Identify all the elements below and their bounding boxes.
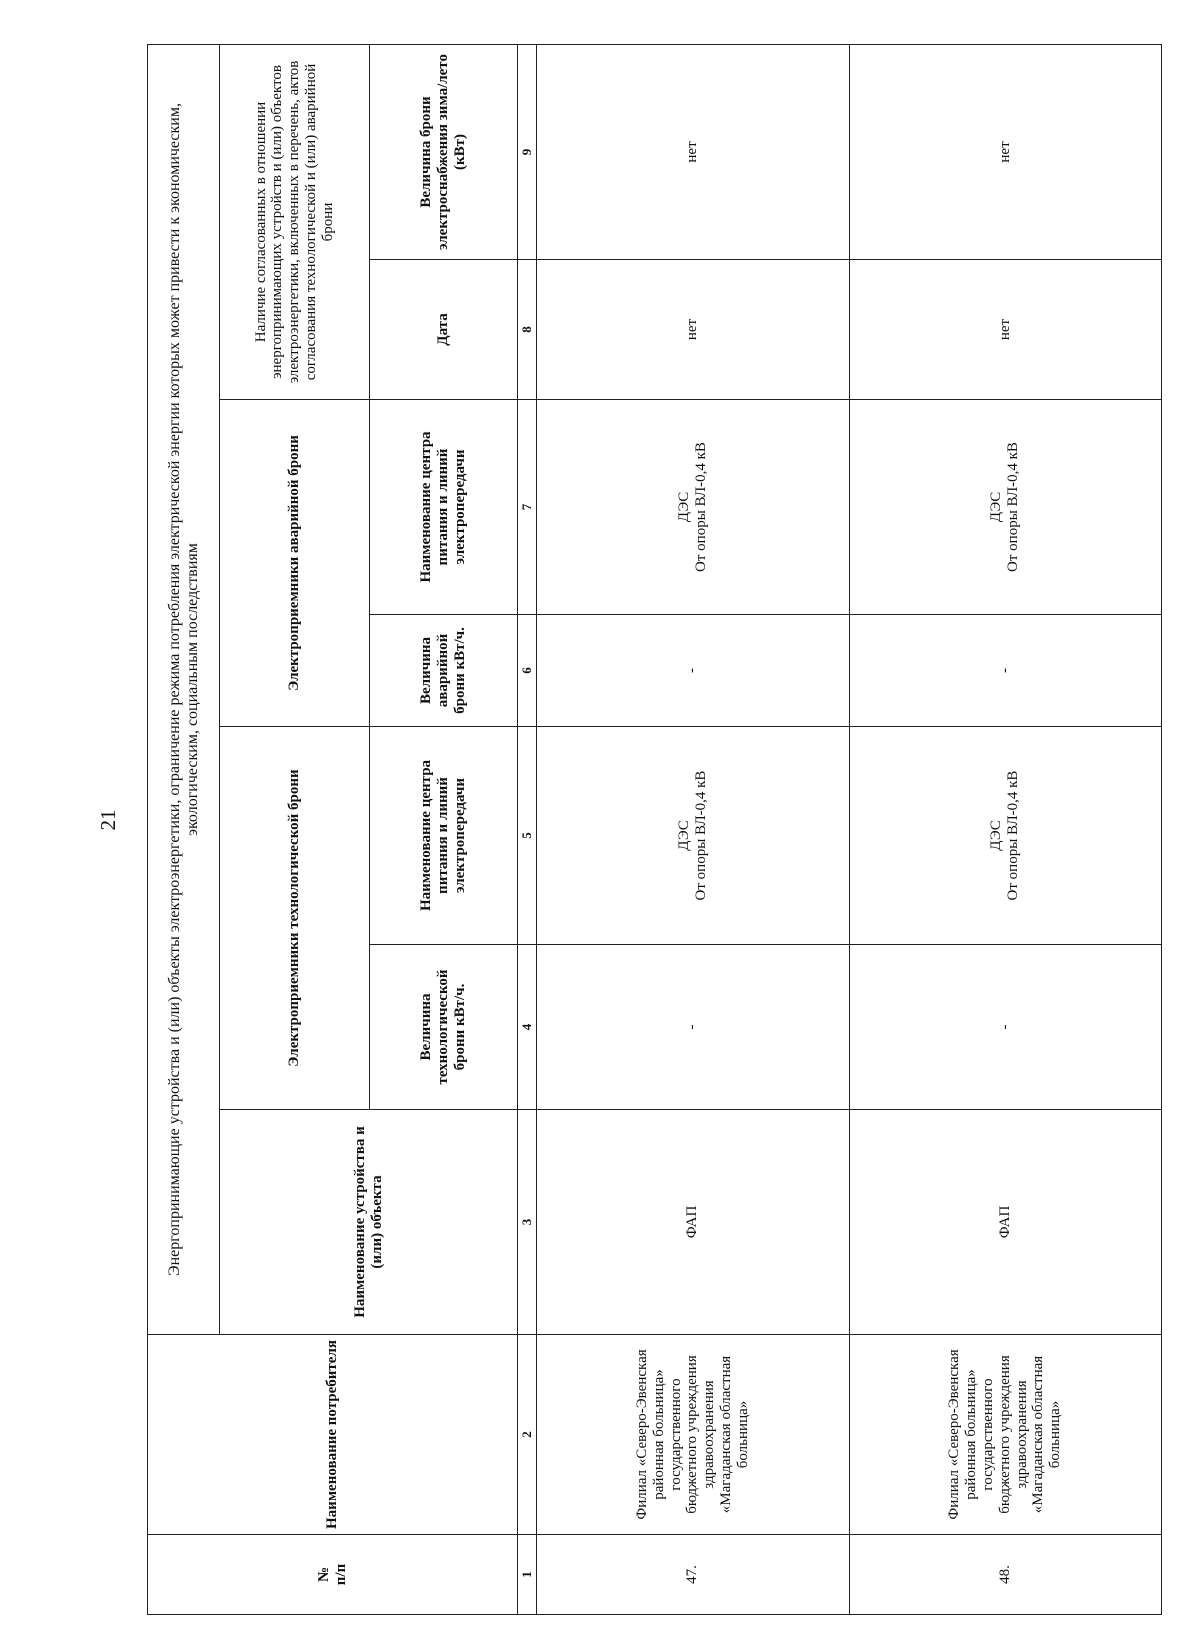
tech-value: - (537, 945, 850, 1110)
header-group: Энергопринимающие устройства и (или) объекты электроэнергетики, ограничение режима потребления электрической энергии которых может привести к экономическим, экологическим, социальным последствиям (148, 44, 220, 1334)
header-approval-group: Наличие согласованных в отношении энергопринимающих устройств и (или) объектов электроэнергетики, включенных в перечень, актов согласования технологической и (или) аварийной брони (220, 44, 370, 399)
column-index: 9 (518, 44, 537, 259)
column-index: 6 (518, 615, 537, 727)
approval-date: нет (537, 260, 850, 400)
device-name: ФАП (537, 1110, 850, 1335)
header-reserve: Величина брони электроснабжения зима/лето (кВт) (370, 44, 518, 259)
header-consumer: Наименование потребителя (148, 1335, 518, 1535)
approval-date: нет (849, 260, 1162, 400)
header-device: Наименование устройства и (или) объекта (220, 1110, 518, 1335)
header-tech-center: Наименование центра питания и линий электропередачи (370, 727, 518, 945)
header-tech-group: Электроприемники технологической брони (220, 727, 370, 1110)
column-index: 4 (518, 945, 537, 1110)
reserve-value: нет (537, 44, 850, 259)
header-emergency-value: Величина аварийной брони кВт/ч. (370, 615, 518, 727)
header-tech-value: Величина технологической брони кВт/ч. (370, 945, 518, 1110)
emergency-center: ДЭС От опоры ВЛ-0,4 кВ (537, 400, 850, 615)
column-index: 3 (518, 1110, 537, 1335)
column-index: 8 (518, 260, 537, 400)
column-index: 7 (518, 400, 537, 615)
column-index: 1 (518, 1535, 537, 1615)
page-number: 21 (95, 809, 120, 831)
header-emergency-group: Электроприемники аварийной брони (220, 400, 370, 727)
tech-center: ДЭС От опоры ВЛ-0,4 кВ (849, 727, 1162, 945)
consumer-name: Филиал «Северо-Эвенская районная больница» государственного бюджетного учреждения здравоохранения «Магаданская областная больница» (849, 1335, 1162, 1535)
tech-value: - (849, 945, 1162, 1110)
header-number: № п/п (148, 1535, 518, 1615)
emergency-center: ДЭС От опоры ВЛ-0,4 кВ (849, 400, 1162, 615)
consumer-name: Филиал «Северо-Эвенская районная больница» государственного бюджетного учреждения здравоохранения «Магаданская областная больница» (537, 1335, 850, 1535)
device-name: ФАП (849, 1110, 1162, 1335)
column-index: 5 (518, 727, 537, 945)
header-date: Дата (370, 260, 518, 400)
table-row (849, 44, 1162, 1614)
header-emergency-center: Наименование центра питания и линий электропередачи (370, 400, 518, 615)
rotated-table-frame (147, 45, 1162, 1615)
emergency-value: - (537, 615, 850, 727)
table-container (147, 45, 1162, 1615)
row-number: 47. (537, 1535, 850, 1615)
reserve-value: нет (849, 44, 1162, 259)
column-index: 2 (518, 1335, 537, 1535)
reserve-table (147, 44, 1162, 1615)
table-row (537, 44, 850, 1614)
tech-center: ДЭС От опоры ВЛ-0,4 кВ (537, 727, 850, 945)
emergency-value: - (849, 615, 1162, 727)
row-number: 48. (849, 1535, 1162, 1615)
